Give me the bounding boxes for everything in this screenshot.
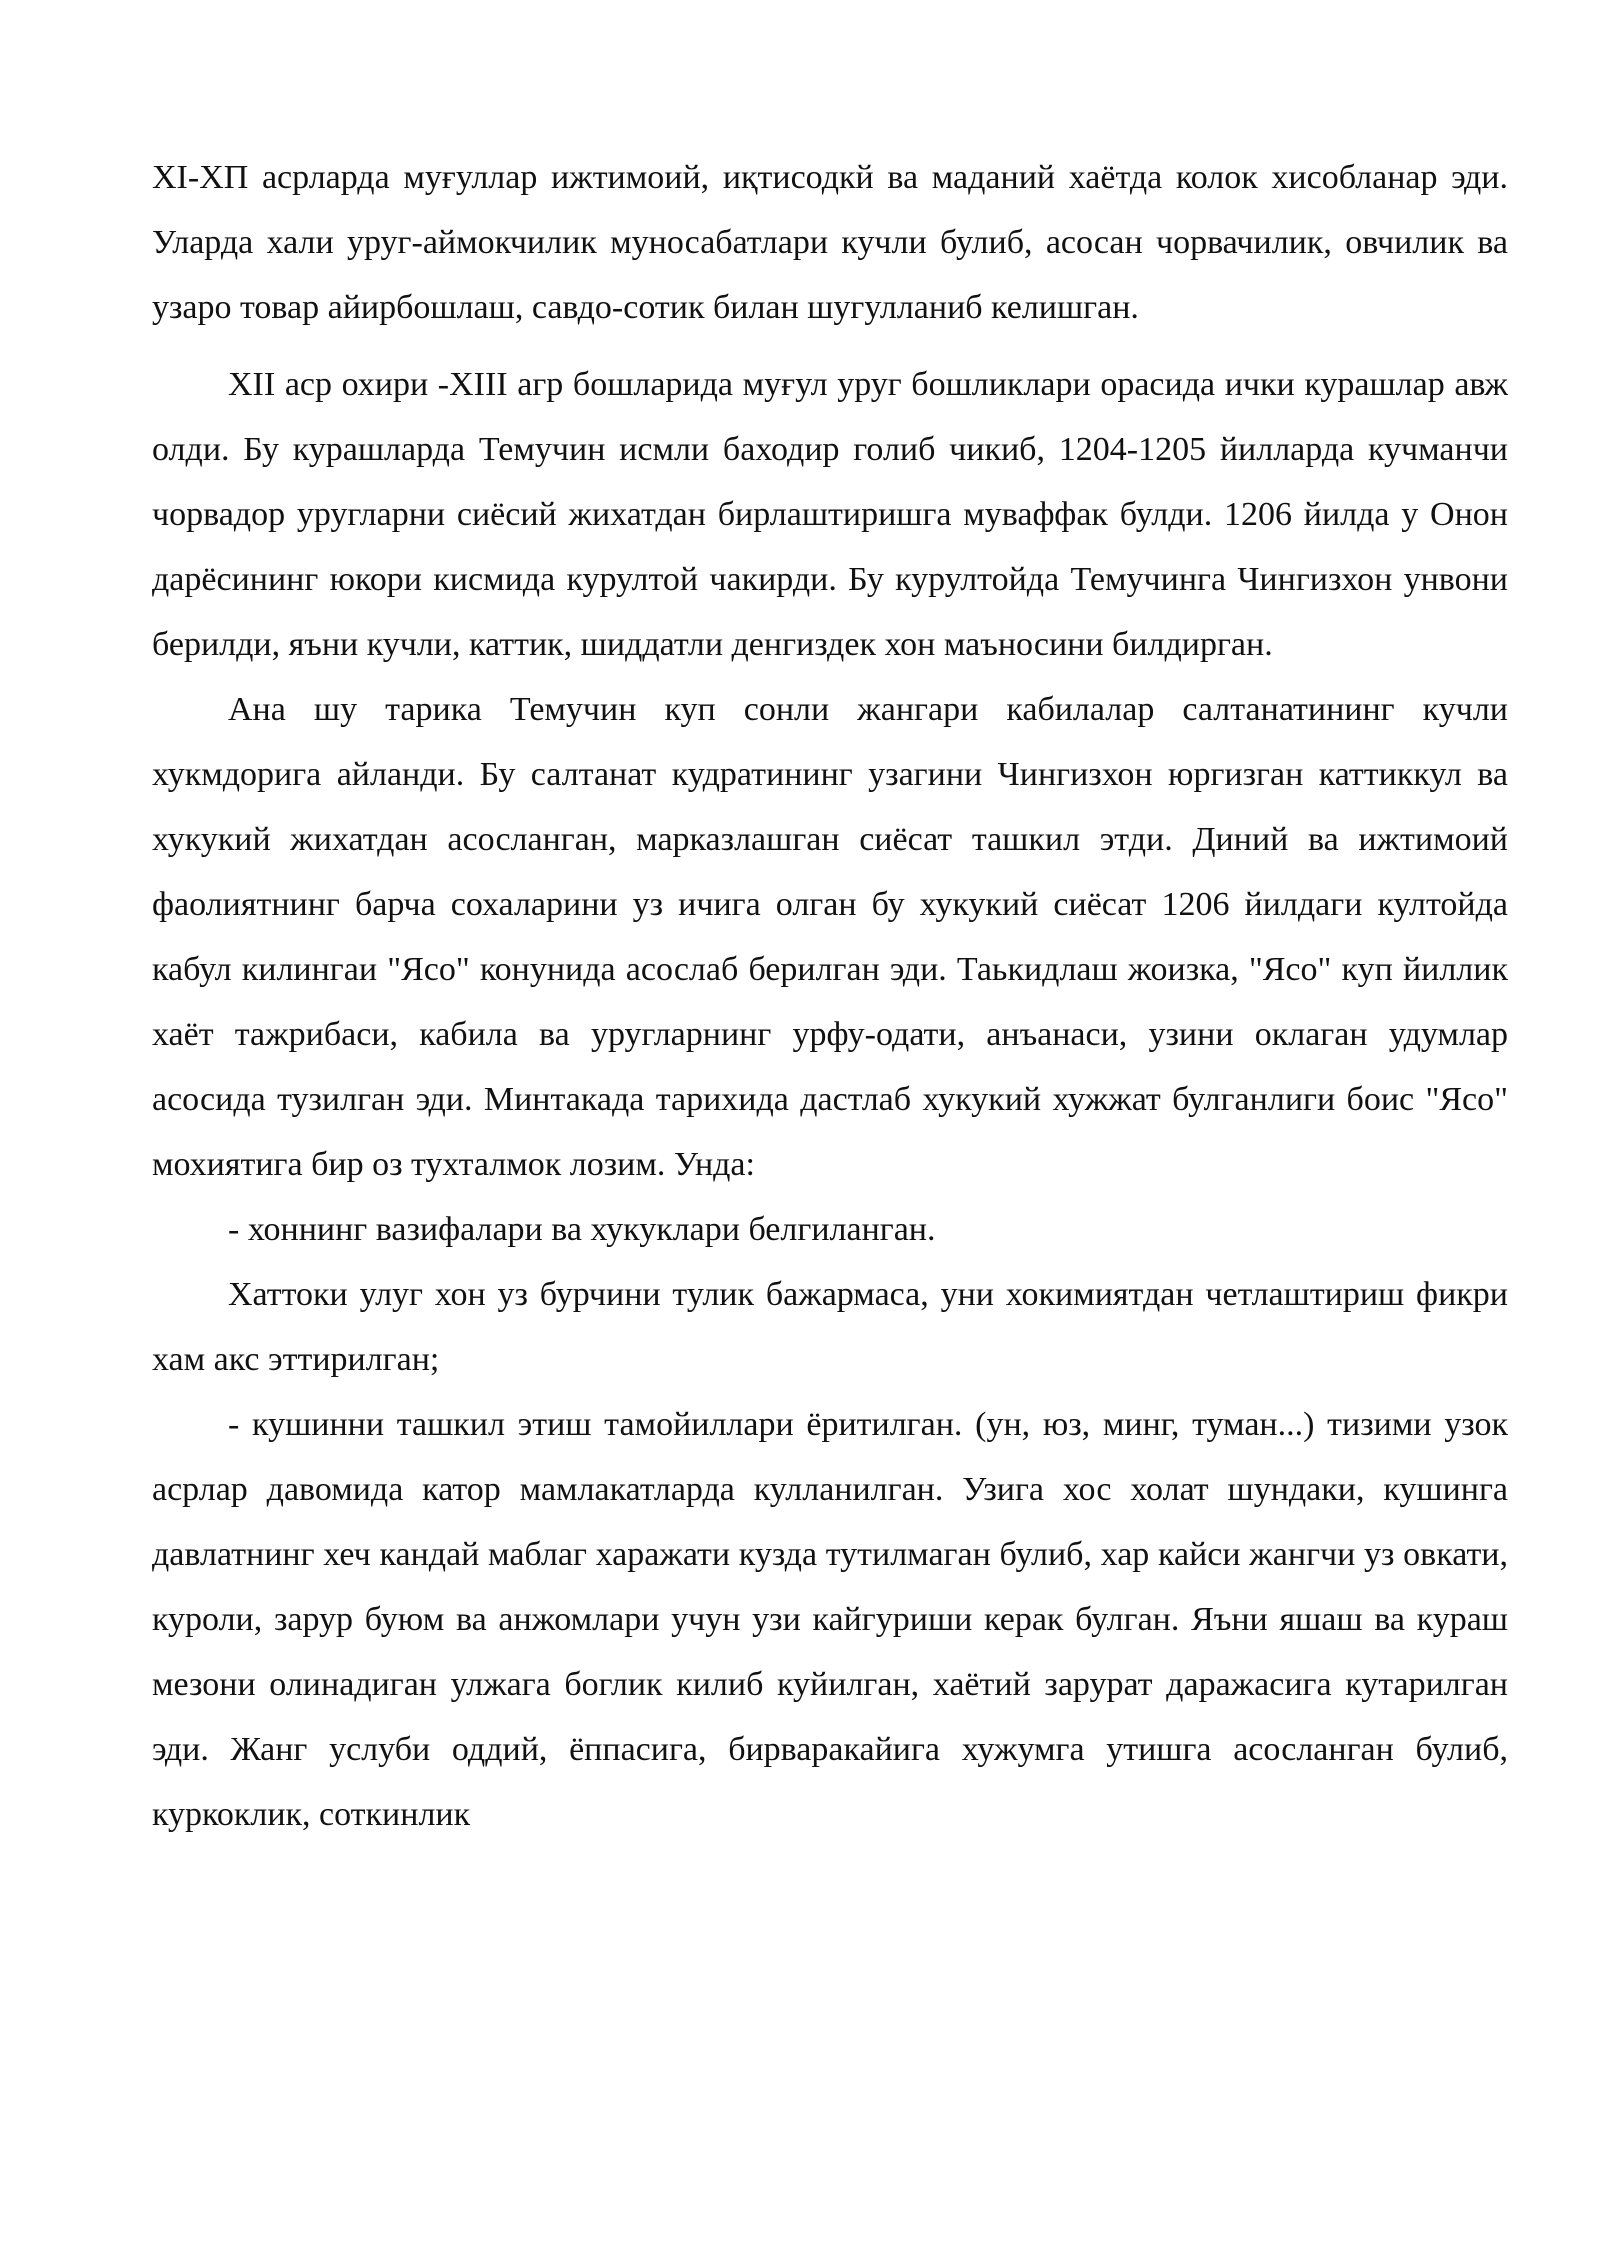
document-page bbox=[152, 145, 1508, 1847]
paragraph-khan-duties: - хоннинг вазифалари ва хукуклари белгиланган. bbox=[228, 1211, 936, 1248]
paragraph-temuchin-rise: XII асp охири -XIII агр бошларида муғул уруг бошликлари орасида ички курашлар авж олди. Бу курашларда Темучин исмли баходир голиб чикиб, 1204-1205 йилларда кучманчи чорвадор уругларни сиёсий жихатдан бирлаштиришга муваффак булди. 1206 йилда у Онон дарёсининг юкори кисмида курултой чакирди. Бу курултойда Темучинга Чингизхон унвони берилди, яъни кучли, каттик, шиддатли денгиздек хон маъносини билдирган. bbox=[152, 366, 1508, 663]
paragraph-intro: XI-XП асрларда муғуллар ижтимоий, иқтисодкй ва маданий хаётда колок хисобланар эди. Уларда хали уруг-аймокчилик муносабатлари кучли булиб, асосан чорвачилик, овчилик ва узаро товар айирбошлаш, савдо-сотик билан шугулланиб келишган. bbox=[152, 159, 1508, 326]
paragraph-khan-removal: Хаттоки улуг хон уз бурчини тулик бажармаса, уни хокимиятдан четлаштириш фикри хам акс эттирилган; bbox=[152, 1276, 1508, 1378]
paragraph-army-organization: - кушинни ташкил этиш тамойиллари ёритилган. (ун, юз, минг, туман...) тизими узок асрлар давомида катор мамлакатларда кулланилган. Узига хос холат шундаки, кушинга давлатнинг хеч кандай маблаг харажати кузда тутилмаган булиб, хар кайси жангчи уз овкати, куроли, зарур буюм ва анжомлари учун узи кайгуриши керак булган. Яъни яшаш ва кураш мезони олинадиган улжага боглик килиб куйилган, хаётий зарурат даражасига кутарилган эди. Жанг услуби оддий, ёппасига, бирваракайига хужумга утишга асосланган булиб, куркоклик, соткинлик bbox=[152, 1406, 1508, 1833]
paragraph-yaso-law: Ана шу тарика Темучин куп сонли жангари кабилалар салтанатининг кучли хукмдорига айланди. Бу салтанат кудратининг узагини Чингизхон юргизган каттиккул ва хукукий жихатдан асосланган, марказлашган сиёсат ташкил этди. Диний ва ижтимоий фаолиятнинг барча сохаларини уз ичига олган бу хукукий сиёсат 1206 йилдаги култойда кабул килингаи "Ясо" конунида асослаб берилган эди. Таькидлаш жоизка, "Ясо" куп йиллик хаёт тажрибаси, кабила ва уругларнинг урфу-одати, анъанаси, узини оклаган удумлар асосида тузилган эди. Минтакада тарихида дастлаб хукукий хужжат булганлиги боис "Ясо" мохиятига бир оз тухталмок лозим. Унда: bbox=[152, 691, 1508, 1183]
